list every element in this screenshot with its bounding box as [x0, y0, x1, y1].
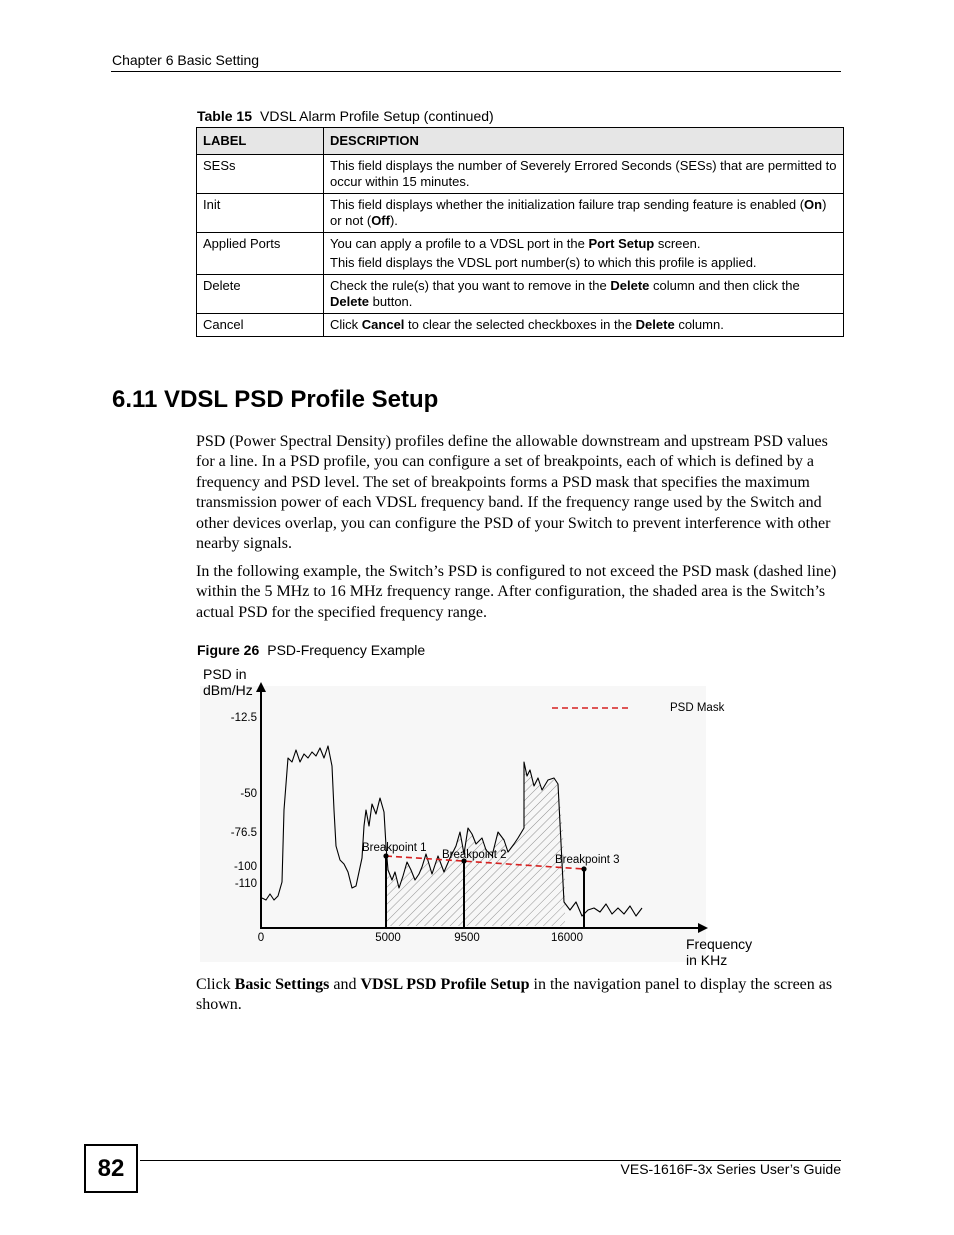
row-description: [324, 155, 844, 194]
intro-paragraph: PSD (Power Spectral Density) profiles define the allowable downstream and upstream PSD values for a line. In a PSD profile, you can configure a set of breakpoints, each of which is defined by a frequency and PSD level. The set of breakpoints forms a PSD mask that specifies the maximum transmission power of each VDSL frequency band. If the frequency range used by the Switch and other devices overlap, you can configure the PSD of your Switch to prevent interference with other nearby signals.: [196, 433, 831, 553]
row-description: [324, 194, 844, 233]
figure-caption: [197, 642, 425, 658]
row-label: Delete: [197, 275, 324, 314]
table-row: [197, 155, 844, 194]
table-row: [197, 233, 844, 275]
row-label: Applied Ports: [197, 233, 324, 275]
description-text: You can apply a profile to a VDSL port in the Port Setup screen.: [330, 236, 701, 251]
table-caption: [197, 108, 494, 124]
y-tick-label: -12.5: [230, 712, 257, 724]
x-axis-title-line2: in KHz: [686, 952, 728, 968]
table-header-row: [197, 128, 844, 155]
row-label: Init: [197, 194, 324, 233]
column-header-description: DESCRIPTION: [324, 128, 844, 155]
figure-caption-number: Figure 26: [197, 642, 260, 658]
example-paragraph: In the following example, the Switch’s PSD is configured to not exceed the PSD mask (dashed line) within the 5 MHz to 16 MHz frequency range. After configuration, the shaded area is the Switch’s actual PSD for the specified frequency range.: [196, 563, 837, 621]
y-axis-title-line1: PSD in: [203, 666, 247, 682]
instruction-text: in the navigation panel to display the screen as shown.: [196, 976, 833, 1014]
table-caption-number: Table 15: [197, 108, 252, 124]
x-axis-title-line1: Frequency: [686, 936, 753, 952]
y-axis-title-line2: dBm/Hz: [203, 682, 253, 698]
y-tick-label: -110: [234, 878, 257, 890]
x-tick-label: 0: [257, 932, 265, 944]
psd-frequency-figure: [196, 662, 766, 970]
row-description: [324, 275, 844, 314]
y-tick-label: -50: [240, 788, 257, 800]
row-label: SESs: [197, 155, 324, 194]
breakpoint-3-marker: [581, 866, 586, 871]
breakpoint-1-marker: [383, 853, 388, 858]
x-tick-label: 5000: [375, 932, 401, 944]
table-body: [197, 155, 844, 337]
row-description: [324, 314, 844, 337]
description-text: This field displays whether the initialization failure trap sending feature is enabled (On) or not (Off).: [330, 197, 827, 228]
vdsl-alarm-profile-table: [196, 127, 844, 337]
row-description: [324, 233, 844, 275]
description-text: This field displays the VDSL port number(s) to which this profile is applied.: [330, 255, 757, 270]
y-tick-label: -100: [233, 861, 257, 873]
legend-label: PSD Mask: [670, 702, 725, 714]
description-text: This field displays the number of Severely Errored Seconds (SESs) that are permitted to occur within 15 minutes.: [330, 158, 837, 189]
running-header: Chapter 6 Basic Setting: [112, 52, 260, 68]
figure-caption-title: PSD-Frequency Example: [267, 642, 426, 658]
instruction-text: and: [329, 976, 361, 993]
breakpoint-3-label: Breakpoint 3: [555, 854, 620, 866]
y-tick-label: -76.5: [230, 827, 257, 839]
x-tick-label: 9500: [454, 932, 480, 944]
instruction-text: Click: [196, 976, 235, 993]
table-row: [197, 275, 844, 314]
breakpoint-1-label: Breakpoint 1: [362, 842, 427, 854]
row-label: Cancel: [197, 314, 324, 337]
page-number: 82: [84, 1144, 138, 1193]
section-heading: 6.11 VDSL PSD Profile Setup: [112, 386, 439, 413]
column-header-label: LABEL: [197, 128, 324, 155]
x-tick-label: 16000: [551, 932, 583, 944]
navigation-instruction: [196, 975, 842, 1016]
description-text: Check the rule(s) that you want to remove in the Delete column and then click the Delete button.: [330, 278, 800, 309]
vdsl-psd-profile-setup-menu-name: VDSL PSD Profile Setup: [360, 976, 530, 993]
guide-title: VES-1616F-3x Series User’s Guide: [620, 1161, 841, 1177]
description-text: Click Cancel to clear the selected checkboxes in the Delete column.: [330, 317, 724, 332]
breakpoint-2-label: Breakpoint 2: [442, 849, 507, 861]
table-caption-title: VDSL Alarm Profile Setup (continued): [260, 108, 494, 124]
header-rule: [111, 71, 841, 72]
table-row: [197, 194, 844, 233]
basic-settings-menu-name: Basic Settings: [234, 976, 330, 993]
table-row: [197, 314, 844, 337]
